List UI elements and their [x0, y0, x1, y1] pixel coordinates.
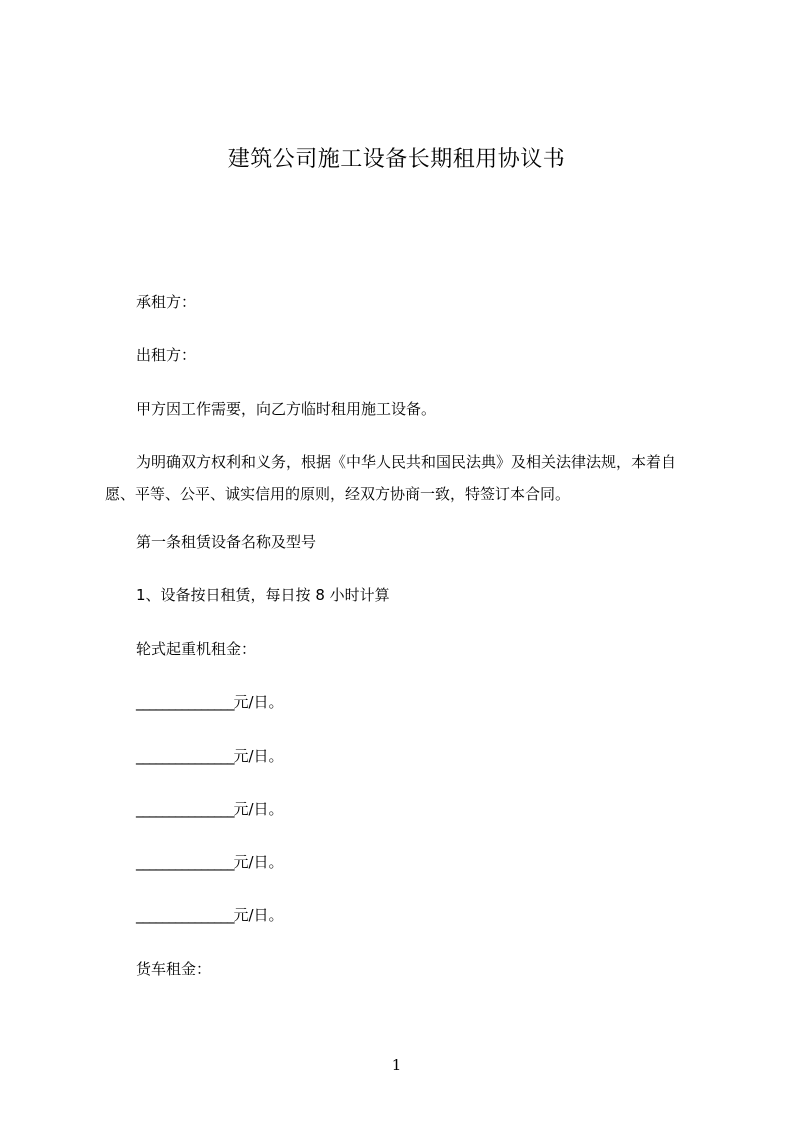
- rent-blank: _______________: [136, 800, 234, 818]
- rent-line: [136, 852, 284, 872]
- rent-line: [136, 692, 284, 712]
- rent-line: [136, 905, 284, 925]
- rent-unit: 元/日。: [233, 693, 284, 711]
- lessee-label: 承租方：: [136, 293, 197, 311]
- rent-unit: 元/日。: [233, 853, 284, 871]
- page-number: 1: [391, 1056, 402, 1074]
- rent-blank: _______________: [136, 853, 234, 871]
- rent-line: [136, 799, 284, 819]
- rent-blank: _______________: [136, 906, 234, 924]
- document-title: 建筑公司施工设备长期租用协议书: [227, 147, 566, 172]
- article1-heading: 第一条租赁设备名称及型号: [136, 533, 317, 551]
- basis-paragraph: 为明确双方权利和义务，根据《中华人民共和国民法典》及相关法律法规，本着自愿、平等、公平、诚实信用的原则，经双方协商一致，特签订本合同。: [105, 453, 677, 503]
- intro-paragraph: 甲方因工作需要，向乙方临时租用施工设备。: [136, 400, 437, 418]
- rent-unit: 元/日。: [233, 800, 284, 818]
- crane-rent-label: 轮式起重机租金：: [136, 640, 257, 658]
- item1-text: 1、设备按日租赁，每日按 8 小时计算: [136, 586, 390, 604]
- rent-blank: _______________: [136, 693, 234, 711]
- truck-rent-label: 货车租金：: [136, 960, 212, 978]
- rent-blank: _______________: [136, 747, 234, 765]
- rent-line: [136, 746, 284, 766]
- lessor-label: 出租方：: [136, 346, 197, 364]
- rent-unit: 元/日。: [233, 747, 284, 765]
- rent-unit: 元/日。: [233, 906, 284, 924]
